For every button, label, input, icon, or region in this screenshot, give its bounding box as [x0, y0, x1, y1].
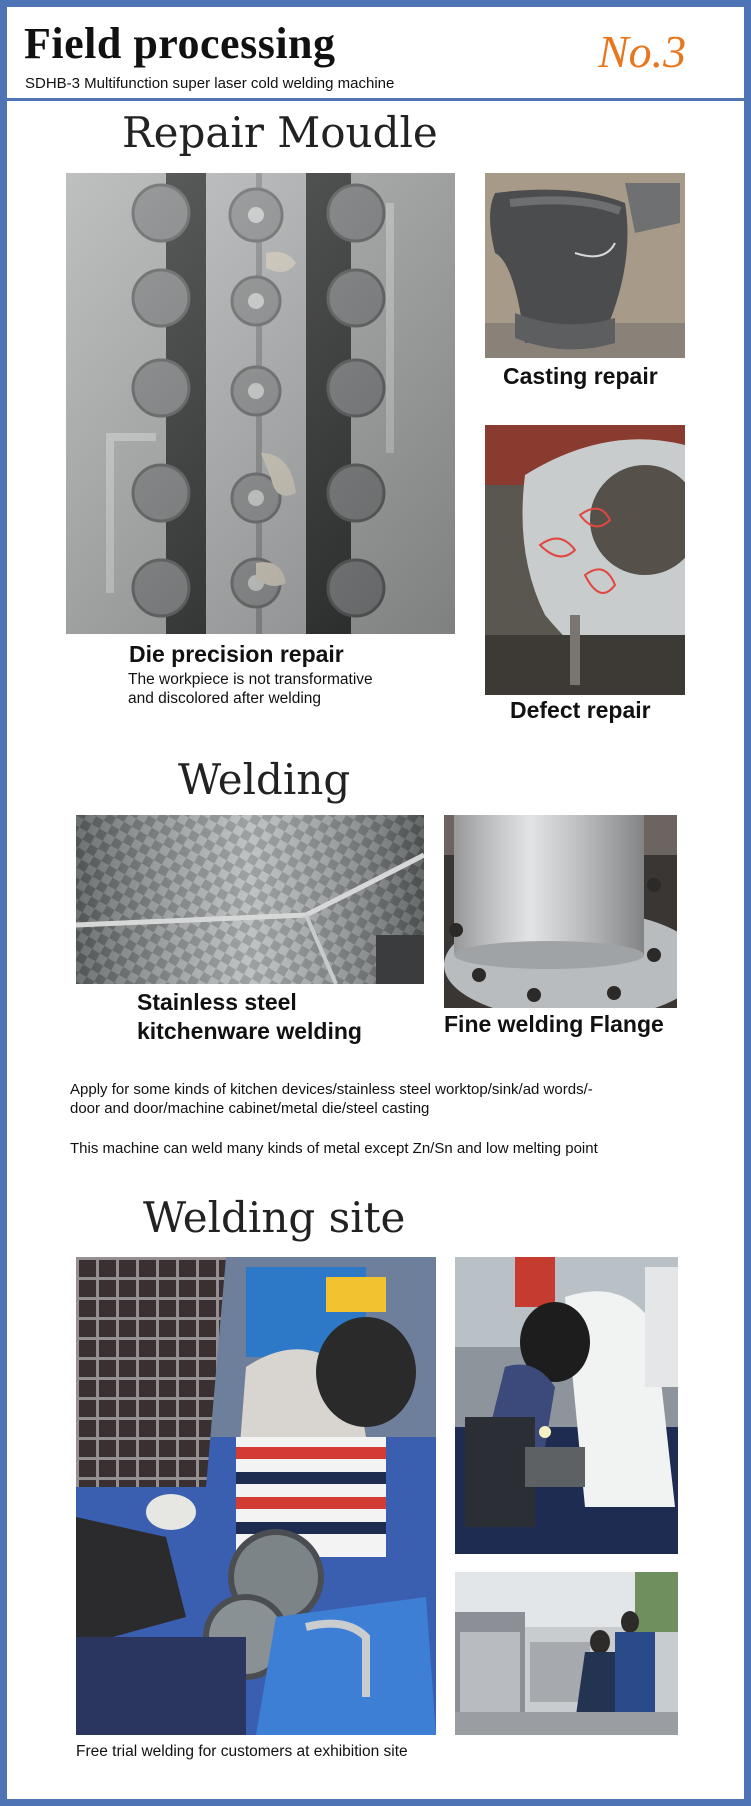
die-repair-note-1: The workpiece is not transformative	[128, 671, 373, 688]
exhibition-welding-photo-3	[455, 1572, 678, 1735]
metal-compatibility-text: This machine can weld many kinds of metal except Zn/Sn and low melting point	[70, 1140, 598, 1157]
welding-section-title: Welding	[178, 755, 351, 804]
exhibition-welding-main-photo	[76, 1257, 436, 1735]
welding-site-section-title: Welding site	[143, 1193, 406, 1242]
flange-welding-photo	[444, 815, 677, 1008]
defect-repair-photo	[485, 425, 685, 695]
application-text-line-2: door and door/machine cabinet/metal die/steel casting	[70, 1100, 430, 1117]
page-number-badge: No.3	[598, 26, 687, 77]
welding-site-caption: Free trial welding for customers at exhibition site	[76, 1743, 408, 1760]
defect-repair-caption: Defect repair	[510, 697, 651, 723]
repair-section-title: Repair Moudle	[122, 108, 438, 157]
casting-repair-caption: Casting repair	[503, 363, 658, 389]
die-repair-photo	[66, 173, 455, 634]
die-repair-note-2: and discolored after welding	[128, 690, 322, 707]
stainless-welding-photo	[76, 815, 424, 984]
page-title: Field processing	[24, 19, 336, 68]
flange-caption: Fine welding Flange	[444, 1011, 664, 1037]
stainless-caption-line-2: kitchenware welding	[137, 1018, 362, 1044]
exhibition-welding-photo-2	[455, 1257, 678, 1554]
page-subtitle: SDHB-3 Multifunction super laser cold welding machine	[25, 75, 395, 92]
stainless-caption-line-1: Stainless steel	[137, 989, 297, 1015]
header-divider	[7, 98, 744, 101]
die-repair-caption: Die precision repair	[129, 641, 344, 667]
application-text-line-1: Apply for some kinds of kitchen devices/stainless steel worktop/sink/ad words/-	[70, 1081, 593, 1098]
casting-repair-photo	[485, 173, 685, 358]
